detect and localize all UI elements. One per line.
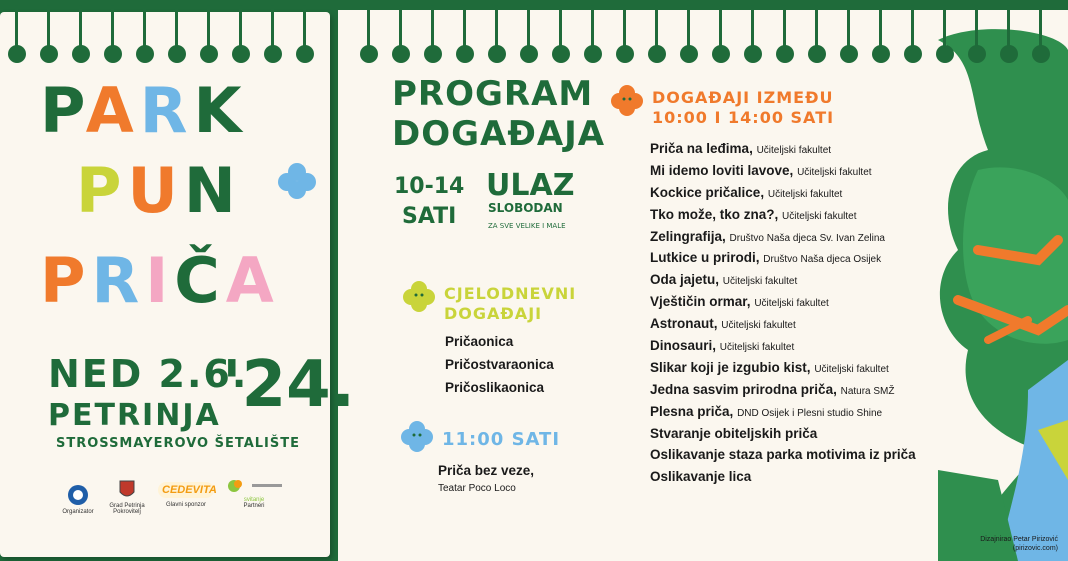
event-row xyxy=(650,228,916,250)
title-letter: I xyxy=(145,244,175,317)
event-name: Stvaranje obiteljskih priča xyxy=(650,425,818,441)
event-row xyxy=(650,184,916,206)
event-organizer: Učiteljski fakultet xyxy=(797,166,872,178)
event-name: Lutkice u prirodi xyxy=(650,250,756,266)
event-organizer: Učiteljski fakultet xyxy=(767,188,843,200)
flower-icon xyxy=(400,420,434,454)
list-item: Pričostvaraonica xyxy=(445,357,554,372)
separator: , xyxy=(755,250,764,266)
eleven-event-title: Priča bez veze, xyxy=(438,463,535,478)
hours-unit: SATI xyxy=(402,204,457,229)
event-row xyxy=(650,403,916,425)
title-letter: Č xyxy=(174,244,226,317)
event-row xyxy=(650,425,916,447)
event-row xyxy=(650,381,916,403)
event-name: Oslikavanje staza parka motivima iz priča xyxy=(650,447,916,463)
event-city: PETRINJA xyxy=(48,398,221,433)
event-name: Oda jajetu xyxy=(650,272,716,288)
partners-logos xyxy=(222,478,286,509)
event-name: Tko može, tko zna? xyxy=(650,206,775,222)
separator: , xyxy=(722,228,730,244)
entry-free: SLOBODAN xyxy=(488,201,563,215)
between-heading-line2: 10:00 I 14:00 SATI xyxy=(652,108,835,127)
event-name: Plesna priča xyxy=(650,403,730,419)
title-letter: A xyxy=(225,244,280,317)
event-row xyxy=(650,315,916,337)
event-name: Jedna sasvim prirodna priča xyxy=(650,381,834,397)
event-organizer: Društvo Naša djeca Sv. Ivan Zelina xyxy=(729,232,885,244)
organizer-label: Organizator xyxy=(62,509,94,515)
event-organizer: DND Osijek i Plesni studio Shine xyxy=(737,407,883,419)
title-letter: U xyxy=(127,154,184,227)
entry-heading: ULAZ xyxy=(486,168,575,203)
partners-label: Partneri xyxy=(243,503,265,509)
event-organizer: Učiteljski fakultet xyxy=(814,363,889,375)
event-name: Oslikavanje lica xyxy=(650,469,752,485)
sponsor-brand: CEDEVITA xyxy=(158,482,214,498)
all-day-list xyxy=(445,334,554,403)
separator: , xyxy=(712,338,720,354)
eleven-heading: 11:00 SATI xyxy=(442,429,561,450)
title-letter: P xyxy=(40,74,86,147)
event-organizer: Učiteljski fakultet xyxy=(756,145,832,156)
separator: , xyxy=(749,141,757,156)
entry-audience: ZA SVE VELIKE I MALE xyxy=(488,222,566,230)
event-venue: STROSSMAYEROVO ŠETALIŠTE xyxy=(56,436,300,451)
event-row xyxy=(650,359,916,381)
separator: , xyxy=(806,359,815,375)
sponsor-label: Glavni sponzor xyxy=(165,502,207,508)
program-hours xyxy=(394,172,464,232)
eleven-event-organizer: Teatar Poco Loco xyxy=(438,483,516,494)
designer-credit xyxy=(980,535,1058,553)
event-name: Astronaut xyxy=(650,316,714,332)
event-organizer: Učiteljski fakultet xyxy=(722,276,798,288)
event-row xyxy=(650,271,916,293)
event-row xyxy=(650,446,916,468)
event-year: '24. xyxy=(222,348,355,422)
event-name: Mi idemo loviti lavove xyxy=(650,162,790,178)
title-line-prica xyxy=(40,244,280,317)
event-organizer: Natura SMŽ xyxy=(840,385,895,397)
flower-icon xyxy=(610,84,644,118)
title-letter: N xyxy=(183,154,242,227)
event-row xyxy=(650,293,916,315)
event-row xyxy=(650,162,916,184)
credit-line1: Dizajnirao Petar Pirizović xyxy=(980,536,1058,543)
event-row xyxy=(650,206,916,228)
separator: , xyxy=(833,381,841,397)
between-events-list xyxy=(650,140,916,490)
organizer-emblem-icon xyxy=(67,484,89,506)
program-title-line1: PROGRAM xyxy=(392,74,594,114)
city-name: Grad Petrinja xyxy=(109,503,145,509)
title-letter: P xyxy=(76,154,128,227)
hours-range: 10-14 xyxy=(394,174,465,199)
partner-logos-icon xyxy=(224,478,284,494)
event-row xyxy=(650,468,916,490)
between-heading-line1: DOGAĐAJI IZMEĐU xyxy=(652,88,834,107)
event-name: Priča na leđima xyxy=(650,141,750,156)
partner-brand: svitanje xyxy=(243,497,265,503)
all-day-heading xyxy=(444,284,576,324)
event-name: Kockice pričalice xyxy=(650,184,761,200)
separator: , xyxy=(774,206,783,222)
city-logo xyxy=(106,480,148,515)
program-title-line2: DOGAĐAJA xyxy=(392,114,606,154)
separator: , xyxy=(713,316,722,332)
event-row xyxy=(650,249,916,271)
sponsor-logo xyxy=(158,482,217,508)
separator: , xyxy=(715,272,723,288)
title-letter: R xyxy=(91,244,146,317)
flower-icon xyxy=(275,160,319,204)
event-organizer: Učiteljski fakultet xyxy=(719,342,795,354)
city-role: Pokrovitelj xyxy=(113,509,141,515)
flower-icon xyxy=(402,280,436,314)
event-name: Vještičin ormar xyxy=(650,294,747,310)
separator: , xyxy=(746,294,755,310)
event-row xyxy=(650,140,916,162)
separator: , xyxy=(760,184,768,200)
title-line-park xyxy=(40,74,248,147)
event-organizer: Učiteljski fakultet xyxy=(754,298,829,310)
event-row xyxy=(650,337,916,359)
event-name: Slikar koji je izgubio kist xyxy=(650,359,807,375)
title-letter: R xyxy=(139,74,194,147)
all-day-heading-line2: DOGAĐAJI xyxy=(444,304,543,323)
program-title xyxy=(392,74,605,154)
coat-of-arms-icon xyxy=(119,480,135,500)
event-organizer: Učiteljski fakultet xyxy=(782,210,857,222)
title-line-pun xyxy=(76,154,319,227)
credit-line2: (pirizovic.com) xyxy=(1012,545,1058,552)
list-item: Pričaonica xyxy=(445,334,514,349)
organizer-logo xyxy=(58,484,98,515)
title-letter: P xyxy=(40,244,92,317)
separator: , xyxy=(729,403,738,419)
separator: , xyxy=(789,162,798,178)
list-item: Pričoslikaonica xyxy=(445,380,545,395)
all-day-heading-line1: CJELODNEVNI xyxy=(444,284,577,303)
title-letter: K xyxy=(193,74,248,147)
event-organizer: Učiteljski fakultet xyxy=(721,320,796,332)
event-date: NED 2.6. xyxy=(48,352,249,396)
event-name: Dinosauri xyxy=(650,338,713,354)
title-letter: A xyxy=(85,74,140,147)
event-name: Zelingrafija xyxy=(650,228,723,244)
between-heading xyxy=(652,88,834,128)
event-organizer: Društvo Naša djeca Osijek xyxy=(763,254,882,266)
